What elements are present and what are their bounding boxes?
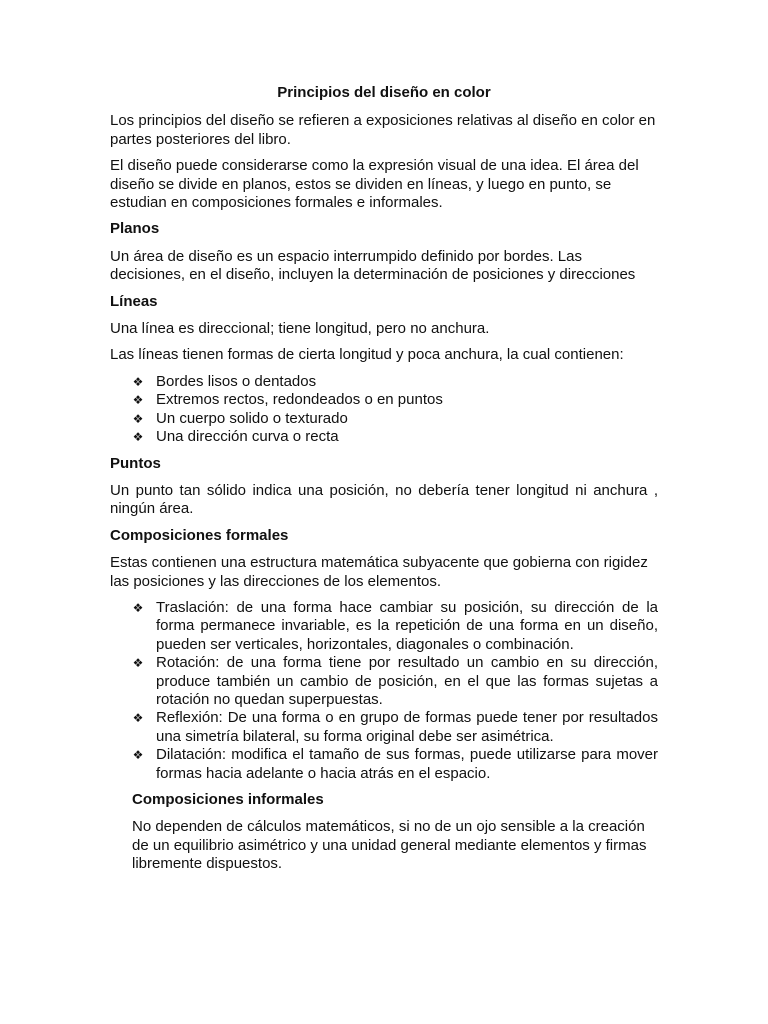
diamond-bullet-icon: ❖ [132,393,144,408]
lineas-bullet-list [110,373,658,447]
planos-paragraph: Un área de diseño es un espacio interrumpido definido por bordes. Las decisiones, en el diseño, incluyen la determinación de posiciones y direcciones [110,247,636,284]
lineas-paragraph-1: Una línea es direccional; tiene longitud, pero no anchura. [110,320,490,338]
diamond-bullet-icon: ❖ [132,600,144,615]
diamond-bullet-icon: ❖ [132,411,144,426]
list-item [130,391,658,409]
diamond-bullet-icon: ❖ [132,374,144,389]
list-item-text: Extremos rectos, redondeados o en puntos [156,391,443,409]
list-item-text: Traslación: de una forma hace cambiar su posición, su dirección de la forma permanece invariable, es la repetición de una forma en un diseño, pueden ser verticales, horizontales, diagonales o combinación. [156,598,658,653]
list-item [130,599,658,654]
list-item-text: Una dirección curva o recta [156,428,339,446]
list-item [130,709,658,746]
list-item [130,428,658,446]
puntos-paragraph: Un punto tan sólido indica una posición, no debería tener longitud ni anchura , ningún área. [110,481,658,518]
section-heading-lineas: Líneas [110,292,158,310]
lineas-paragraph-2: Las líneas tienen formas de cierta longitud y poca anchura, la cual contienen: [110,346,624,364]
section-heading-composiciones-formales: Composiciones formales [110,526,289,544]
intro-paragraph-2: El diseño puede considerarse como la expresión visual de una idea. El área del diseño se divide en planos, estos se dividen en líneas, y luego en punto, se estudian en composiciones formales e informales. [110,157,639,212]
list-item-text: Un cuerpo solido o texturado [156,409,348,427]
list-item-text: Rotación: de una forma tiene por resultado un cambio en su dirección, produce también un cambio de posición, en el que las formas sujetas a rotación no quedan superpuestas. [156,654,658,708]
page-title: Principios del diseño en color [277,84,491,101]
diamond-bullet-icon: ❖ [132,711,144,726]
diamond-bullet-icon: ❖ [132,656,144,671]
list-item-text: Bordes lisos o dentados [156,372,317,390]
diamond-bullet-icon: ❖ [132,430,144,445]
section-heading-planos: Planos [110,220,160,238]
list-item-text: Dilatación: modifica el tamaño de sus formas, puede utilizarse para mover formas hacia adelante o hacia atrás en el espacio. [156,746,658,782]
list-item [130,410,658,428]
list-item [130,746,658,783]
section-heading-composiciones-informales: Composiciones informales [132,791,324,808]
diamond-bullet-icon: ❖ [132,748,144,763]
section-heading-puntos: Puntos [110,454,161,472]
informales-paragraph: No dependen de cálculos matemáticos, si no de un ojo sensible a la creación de un equilibrio asimétrico y una unidad general mediante elementos y firmas libremente dispuestos. [132,818,647,873]
intro-paragraph-1: Los principios del diseño se refieren a exposiciones relativas al diseño en color en partes posteriores del libro. [110,112,656,148]
list-item [130,654,658,709]
list-item [130,373,658,391]
list-item-text: Reflexión: De una forma o en grupo de formas puede tener por resultados una simetría bilateral, su forma original debe ser asimétrica. [156,709,658,745]
formales-bullet-list [110,599,658,783]
formales-paragraph: Estas contienen una estructura matemática subyacente que gobierna con rigidez las posiciones y las direcciones de los elementos. [110,554,648,590]
